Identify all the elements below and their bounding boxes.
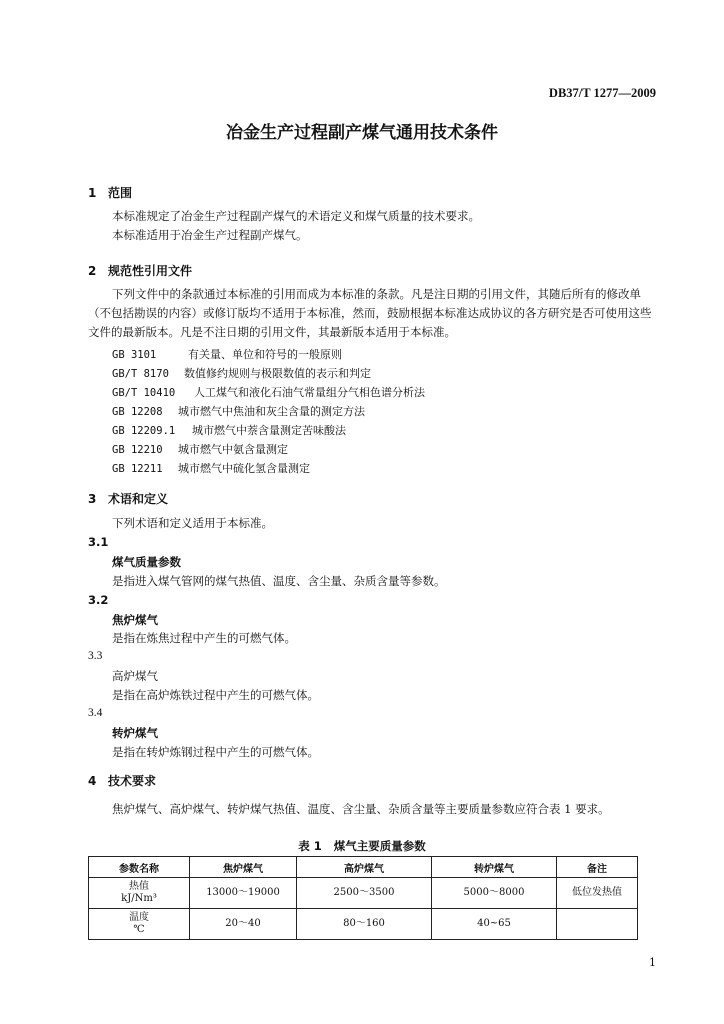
term-definition: 是指在转炉炼钢过程中产生的可燃气体。 xyxy=(112,745,319,759)
section-title: 术语和定义 xyxy=(108,492,169,506)
section-heading-technical-requirements xyxy=(88,772,156,789)
blast-furnace-gas-value: 80～160 xyxy=(297,909,432,940)
term-name: 煤气质量参数 xyxy=(112,555,181,569)
reference-code: GB 12211 xyxy=(112,463,163,475)
table-caption-title: 煤气主要质量参数 xyxy=(333,839,426,853)
column-header: 参数名称 xyxy=(89,857,190,878)
parameter-name: 温度 xyxy=(129,912,149,923)
term-definition: 是指在高炉炼铁过程中产生的可燃气体。 xyxy=(112,688,319,702)
parameter-cell xyxy=(89,878,190,909)
section-title: 范围 xyxy=(108,186,133,200)
column-header: 转炉煤气 xyxy=(432,857,557,878)
remark-cell: 低位发热值 xyxy=(557,878,638,909)
term-number: 3.2 xyxy=(88,593,109,607)
parameter-cell xyxy=(89,909,190,940)
reference-title: 城市燃气中萘含量测定苦味酸法 xyxy=(192,424,346,437)
coke-oven-gas-value: 13000～19000 xyxy=(190,878,297,909)
references-intro-paragraph: 下列文件中的条款通过本标准的引用而成为本标准的条款。凡是注日期的引用文件，其随后所有的修改单（不包括勘误的内容）或修订版均不适用于本标准，然而，鼓励根据本标准达成协议的各方研究是否可使用这些文件的最新版本。凡是不注日期的引用文件，其最新版本适用于本标准。 xyxy=(88,287,652,339)
terms-intro-paragraph: 下列术语和定义适用于本标准。 xyxy=(112,516,273,530)
standard-code: DB37/T 1277—2009 xyxy=(548,86,656,100)
document-title: 冶金生产过程副产煤气通用技术条件 xyxy=(226,123,498,143)
section-number: 1 xyxy=(88,186,97,200)
scope-paragraph-1: 本标准规定了冶金生产过程副产煤气的术语定义和煤气质量的技术要求。 xyxy=(112,209,480,223)
term-number: 3.1 xyxy=(88,535,109,549)
section-number: 3 xyxy=(88,492,97,506)
term-definition: 是指在炼焦过程中产生的可燃气体。 xyxy=(112,631,296,645)
column-header: 高炉煤气 xyxy=(297,857,432,878)
page-number: 1 xyxy=(649,956,656,969)
term-number: 3.4 xyxy=(88,707,103,719)
column-header: 焦炉煤气 xyxy=(190,857,297,878)
reference-code: GB/T 10410 xyxy=(112,387,176,399)
reference-item xyxy=(112,460,310,476)
term-name: 高炉煤气 xyxy=(112,669,158,683)
term-name: 焦炉煤气 xyxy=(112,613,158,627)
reference-title: 城市燃气中硫化氢含量测定 xyxy=(178,462,310,475)
reference-code: GB 3101 xyxy=(112,349,157,361)
reference-title: 人工煤气和液化石油气常量组分气相色谱分析法 xyxy=(194,386,425,399)
reference-code: GB 12209.1 xyxy=(112,425,176,437)
gas-quality-parameters-table xyxy=(88,856,638,940)
parameter-unit: ℃ xyxy=(133,924,145,935)
table-row xyxy=(89,878,638,909)
reference-code: GB/T 8170 xyxy=(112,368,169,380)
table-header-row xyxy=(89,857,638,878)
term-number: 3.3 xyxy=(88,650,103,662)
reference-item xyxy=(112,365,371,381)
blast-furnace-gas-value: 2500～3500 xyxy=(297,878,432,909)
reference-code: GB 12210 xyxy=(112,444,163,456)
section-heading-normative-references xyxy=(88,262,192,279)
requirements-paragraph: 焦炉煤气、高炉煤气、转炉煤气热值、温度、含尘量、杂质含量等主要质量参数应符合表 1 要求。 xyxy=(112,802,610,816)
converter-gas-value: 5000～8000 xyxy=(432,878,557,909)
term-definition: 是指进入煤气管网的煤气热值、温度、含尘量、杂质含量等参数。 xyxy=(112,574,446,588)
reference-title: 有关量、单位和符号的一般原则 xyxy=(188,348,342,361)
parameter-name: 热值 xyxy=(129,881,149,892)
section-number: 4 xyxy=(88,774,97,788)
scope-paragraph-2: 本标准适用于冶金生产过程副产煤气。 xyxy=(112,228,308,242)
reference-item xyxy=(112,403,365,419)
table-row xyxy=(89,909,638,940)
converter-gas-value: 40~65 xyxy=(432,909,557,940)
reference-title: 城市燃气中氨含量测定 xyxy=(178,443,288,456)
remark-cell xyxy=(557,909,638,940)
parameter-unit: kJ/Nm³ xyxy=(121,893,157,904)
term-name: 转炉煤气 xyxy=(112,726,158,740)
reference-title: 数值修约规则与极限数值的表示和判定 xyxy=(184,367,371,380)
coke-oven-gas-value: 20～40 xyxy=(190,909,297,940)
section-heading-terms-definitions xyxy=(88,490,168,507)
reference-title: 城市燃气中焦油和灰尘含量的测定方法 xyxy=(178,405,365,418)
section-title: 规范性引用文件 xyxy=(108,264,193,278)
section-title: 技术要求 xyxy=(108,774,157,788)
section-number: 2 xyxy=(88,264,97,278)
reference-item xyxy=(112,422,346,438)
reference-item xyxy=(112,441,288,457)
column-header: 备注 xyxy=(557,857,638,878)
table-caption-label: 表 1 xyxy=(298,839,322,853)
reference-code: GB 12208 xyxy=(112,406,163,418)
reference-item xyxy=(112,384,425,400)
section-heading-scope xyxy=(88,184,132,201)
table-caption xyxy=(0,838,724,854)
reference-item xyxy=(112,346,342,362)
